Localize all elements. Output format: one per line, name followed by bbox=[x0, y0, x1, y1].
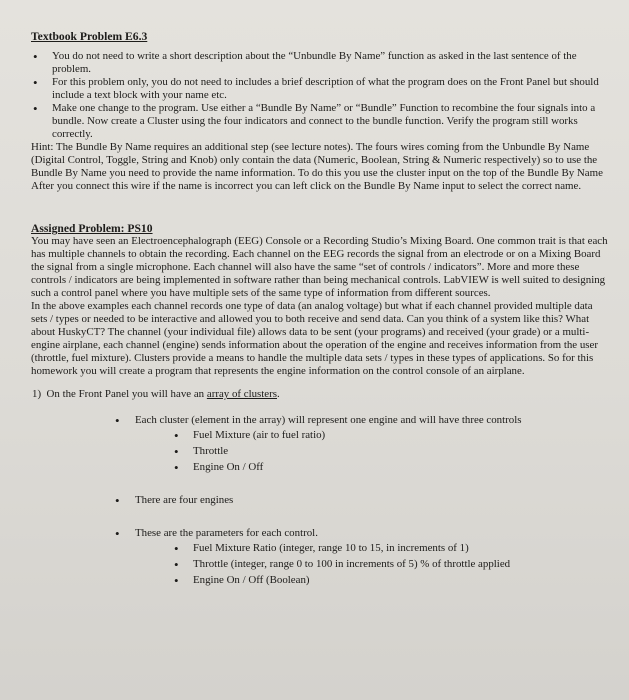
textbook-problem-heading: Textbook Problem E6.3 bbox=[31, 30, 148, 43]
hint-paragraph: Hint: The Bundle By Name requires an additional step (see lecture notes). The fours wires coming from the Unbundle By Name (Digital Control, Toggle, String and Knob) only contain the data (Numeric, Boolean, String & Numeric respectively) so to use the Bundle By Name you need to provide the name information. To do this you use the cluster input on the top of the Bundle By Name After you connect this wire if the name is incorrect you can left click on the Bundle By Name input to select the correct name. bbox=[31, 141, 603, 192]
numbered-item-1 bbox=[31, 388, 611, 401]
sub-item-four-engines bbox=[31, 494, 611, 507]
assigned-paragraph-1: You may have seen an Electroencephalograph (EEG) Console or a Recording Studio’s Mixing Board. One common trait is that each has multiple channels to obtain the recording. Each channel on the EEG records the signal from an electrode or on a Mixing Board the signal from a single microphone. Each channel will also have the same “set of controls / indicators”. More and more these controls / indicators are being implemented in software rather than being mechanical controls. LabVIEW is well suited to designing such a control panel where you have multiple sets of the same type of information from different sources. bbox=[31, 235, 608, 299]
param-engine-on-off: • Engine On / Off (Boolean) bbox=[135, 574, 611, 587]
sub-item-parameters bbox=[31, 527, 611, 587]
sub-item-text: These are the parameters for each control. bbox=[135, 527, 318, 539]
textbook-bullet-1: • You do not need to write a short description about the “Unbundle By Name” function as asked in the last sentence of the problem. bbox=[31, 50, 611, 76]
textbook-bullet-list bbox=[31, 50, 611, 141]
sub-item-text: Each cluster (element in the array) will represent one engine and will have three controls bbox=[135, 414, 522, 426]
sub-item-each-cluster bbox=[31, 414, 611, 474]
array-of-clusters-text: array of clusters bbox=[206, 388, 278, 400]
control-throttle: • Throttle bbox=[135, 445, 611, 458]
assigned-paragraph-2: In the above examples each channel records one type of data (an analog voltage) but what if each channel provided multiple data sets / types or needed to be interactive and allowed you to both receive and send data. Can you think of a system like this? What about HuskyCT? The channel (your individual file) allows data to be sent (your programs) and received (your grade) or a multi-engine airplane, each channel (engine) sends information about the operation of the engine and receives information from the user (throttle, fuel mixture). Clusters provide a means to handle the multiple data sets / types in these types of applications. So for this homework you will create a program that represents the engine information on the control console of an airplane. bbox=[31, 300, 599, 377]
cluster-controls-list bbox=[135, 429, 611, 474]
textbook-bullet-2: • For this problem only, you do not need to includes a brief description of what the program does on the Front Panel but should include a text block with your name etc. bbox=[31, 76, 611, 102]
sub-item-text: There are four engines bbox=[135, 494, 234, 506]
assigned-problem-heading: Assigned Problem: PS10 bbox=[31, 222, 153, 235]
control-engine-on-off: • Engine On / Off bbox=[135, 461, 611, 474]
param-throttle: • Throttle (integer, range 0 to 100 in increments of 5) % of throttle applied bbox=[135, 558, 611, 571]
item-text: On the Front Panel you will have an bbox=[46, 388, 205, 400]
item-number: 1) bbox=[32, 388, 42, 400]
document-content bbox=[31, 30, 611, 590]
cluster-spec-list bbox=[31, 414, 611, 587]
control-fuel-mixture: • Fuel Mixture (air to fuel ratio) bbox=[135, 429, 611, 442]
param-fuel-mixture-ratio: • Fuel Mixture Ratio (integer, range 10 to 15, in increments of 1) bbox=[135, 542, 611, 555]
textbook-bullet-3: • Make one change to the program. Use either a “Bundle By Name” or “Bundle” Function to recombine the four signals into a bundle. Now create a Cluster using the four indicators and connect to the bundle function. Verify the program still works correctly. bbox=[31, 102, 611, 141]
item-text-end: . bbox=[277, 388, 280, 400]
parameters-list bbox=[135, 542, 611, 587]
